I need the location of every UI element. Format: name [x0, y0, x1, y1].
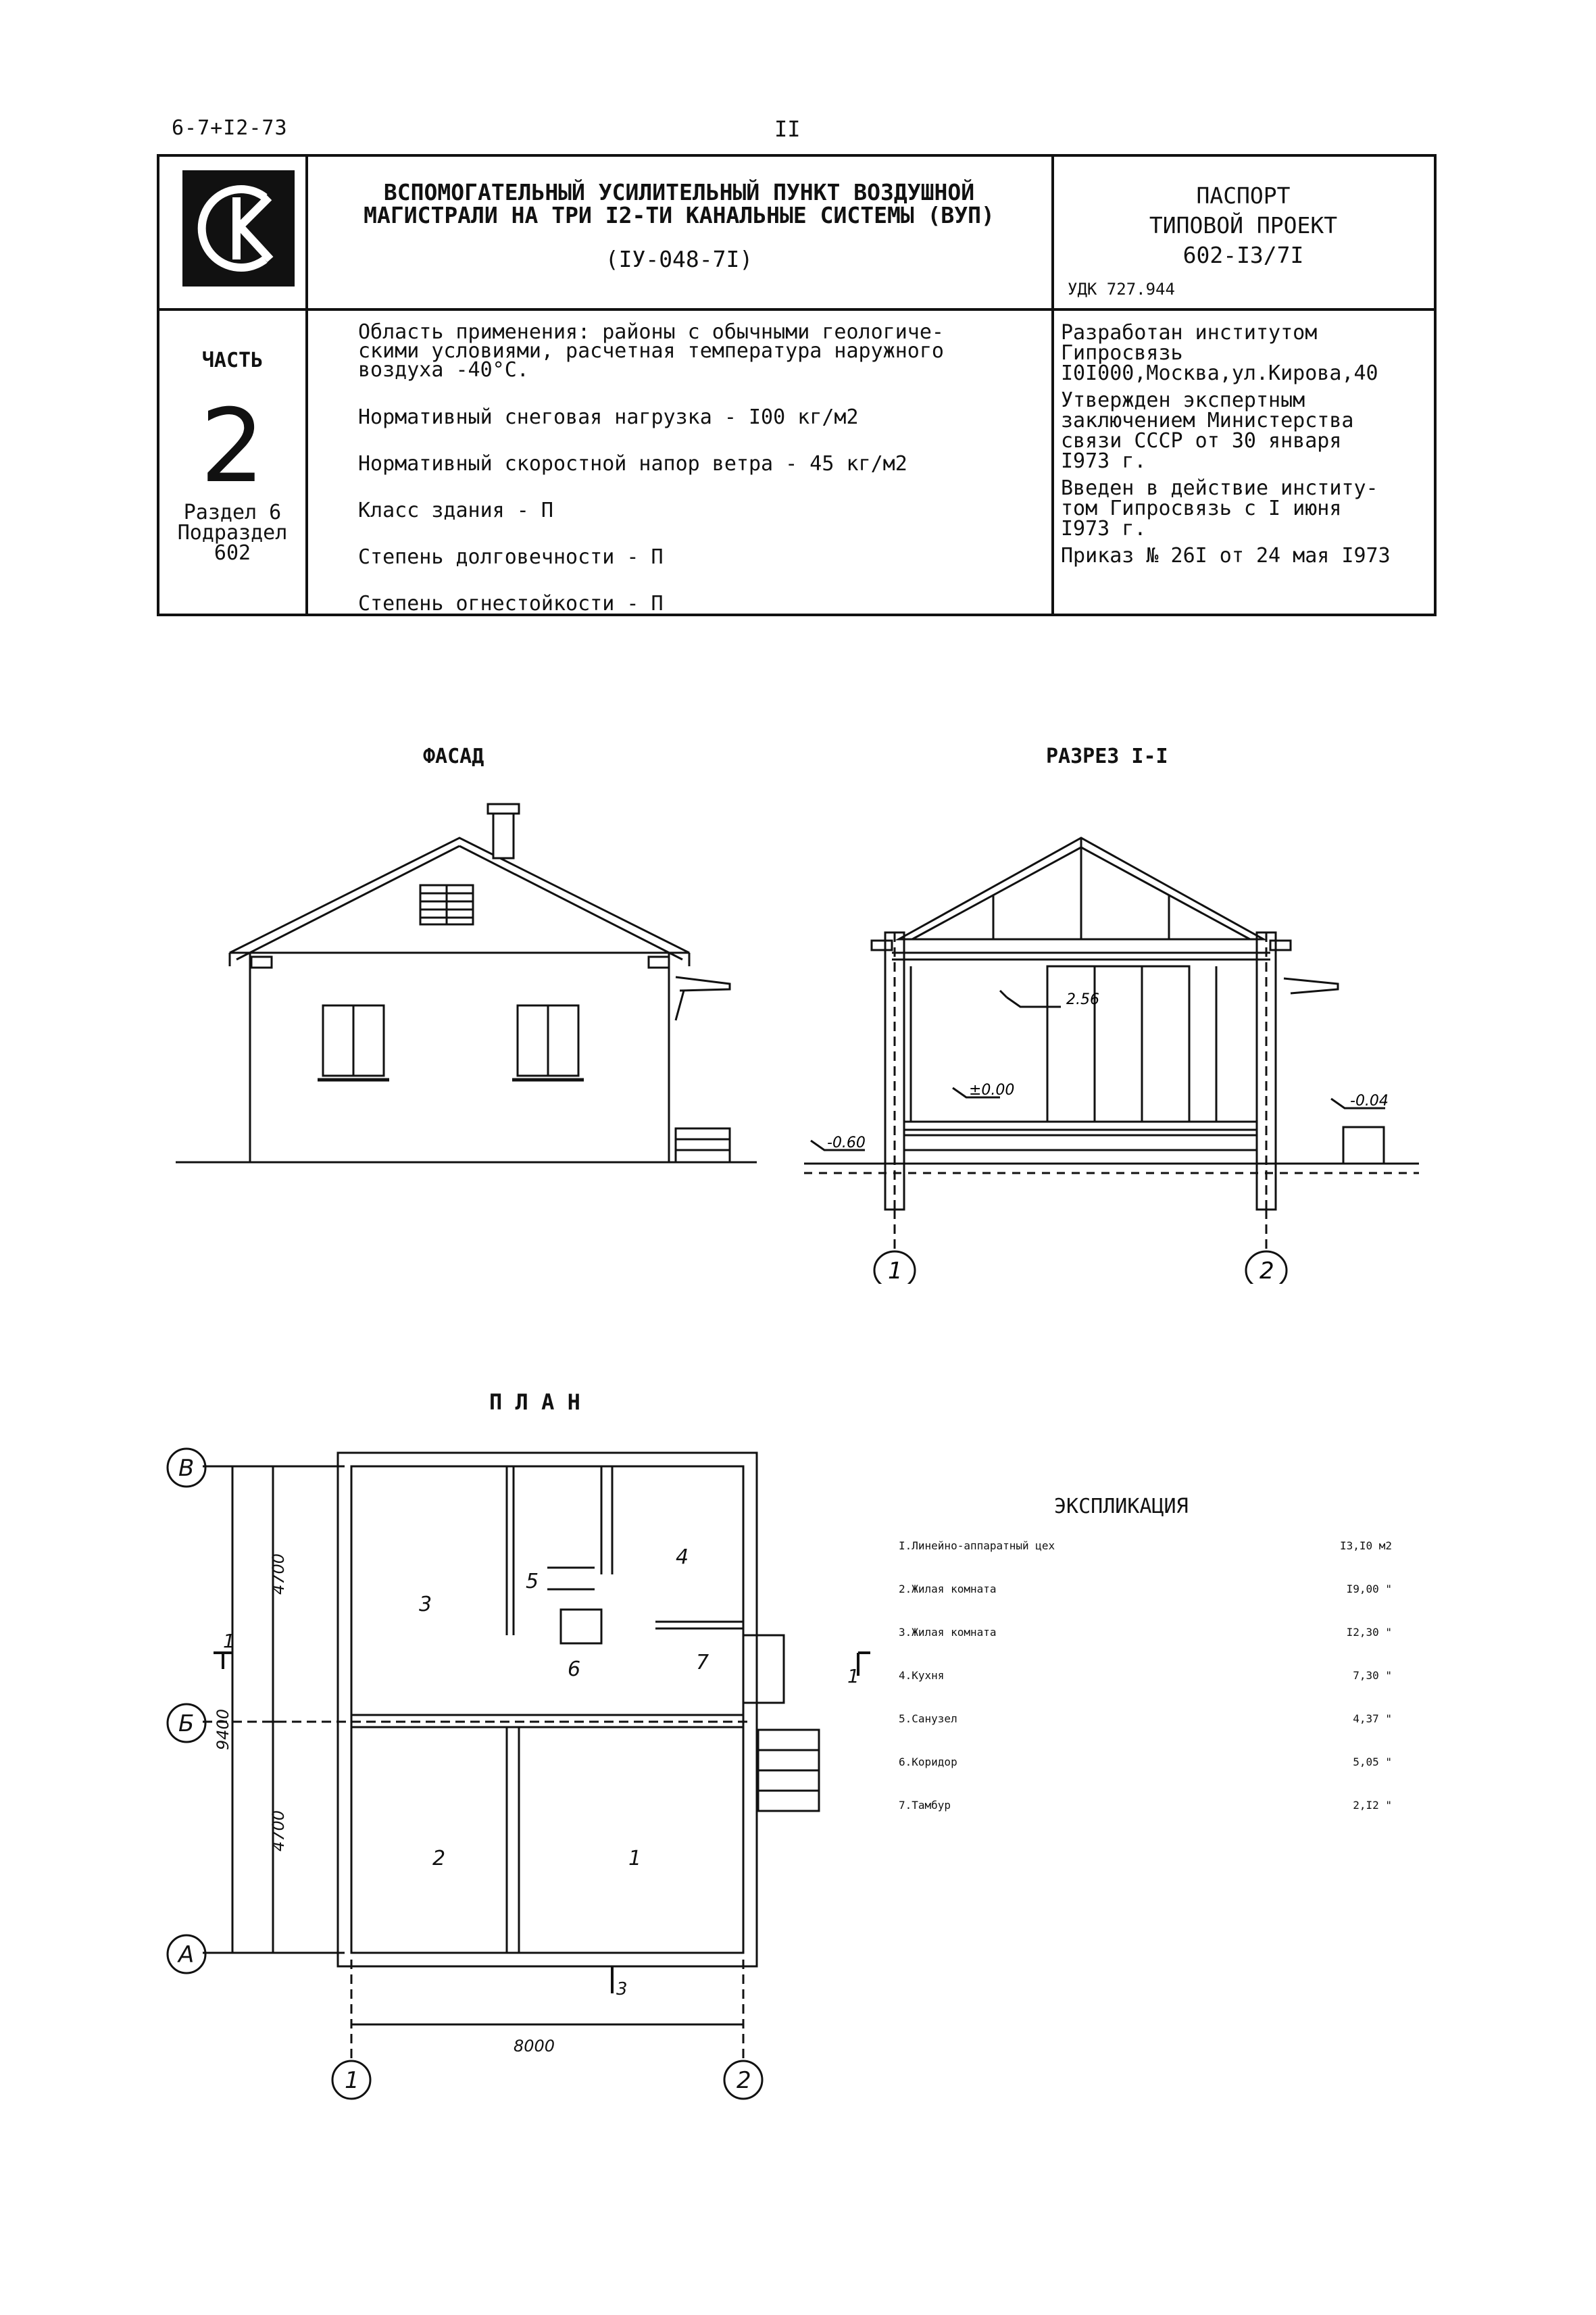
subsection-number: 602 [214, 541, 251, 565]
plan-axis-B: Б [178, 1710, 195, 1737]
explication-row [899, 1756, 1412, 1783]
plan-axis-V: В [178, 1455, 195, 1482]
section-info [159, 503, 305, 564]
plan-drawing [155, 1433, 872, 2115]
section-line: Раздел 6 [183, 501, 282, 524]
explication-row [899, 1799, 1412, 1826]
room-4-label: 4 [676, 1545, 689, 1569]
elev-256-label: 2.56 [1066, 991, 1099, 1008]
room-area: 7,30 " [1353, 1669, 1392, 1682]
approval-line: I973 г. [1061, 449, 1147, 473]
explication-row [899, 1626, 1412, 1653]
room-area: I9,00 " [1346, 1583, 1392, 1595]
plan-axis-2: 2 [737, 2067, 751, 2094]
udk-code: УДК 727.944 [1068, 280, 1175, 299]
room-area: 4,37 " [1353, 1712, 1392, 1725]
facade-title: ФАСАД [423, 745, 484, 768]
room-area: I3,I0 м2 [1339, 1539, 1392, 1552]
dim-4700-bottom: 4700 [269, 1810, 288, 1851]
part-label: ЧАСТЬ [201, 349, 264, 372]
durability-degree: Степень долговечности - П [358, 545, 664, 569]
room-2-label: 2 [432, 1847, 446, 1870]
room-area: I2,30 " [1346, 1626, 1392, 1639]
explication-row [899, 1712, 1412, 1739]
facade-drawing [176, 797, 770, 1176]
section-title: РАЗРЕЗ I-I [1046, 745, 1168, 768]
room-name: I.Линейно-аппаратный цех [899, 1539, 1055, 1552]
cut-label-right: 1 [847, 1665, 859, 1687]
passport-label: ПАСПОРТ [1196, 182, 1291, 209]
intro-line: Введен в действие институ- [1061, 476, 1378, 500]
room-area: 5,05 " [1353, 1756, 1392, 1768]
explication-title: ЭКСПЛИКАЦИЯ [1054, 1495, 1189, 1518]
passport-block [1054, 181, 1432, 270]
approval-info [1061, 391, 1439, 472]
elev-004-label: -0.04 [1350, 1093, 1389, 1110]
project-title [311, 181, 1047, 227]
typical-project-label: ТИПОВОЙ ПРОЕКТ [1149, 212, 1338, 239]
developer-line: Разработан институтом [1061, 321, 1318, 345]
subsection-label: Подраздел [177, 521, 288, 545]
elev-000-label: ±0.00 [969, 1082, 1015, 1099]
scope-line: воздуха -40°С. [358, 358, 529, 382]
approval-line: заключением Министерства [1061, 409, 1354, 432]
section-axis-2: 2 [1260, 1258, 1274, 1284]
wind-load: Нормативный скоростной напор ветра - 45 кг/м2 [358, 452, 907, 476]
page-number: II [774, 116, 801, 142]
room-name: 6.Коридор [899, 1756, 957, 1768]
approval-line: Утвержден экспертным [1061, 389, 1305, 412]
snow-load: Нормативный снеговая нагрузка - I00 кг/м2 [358, 405, 859, 429]
room-3-label: 3 [419, 1593, 432, 1616]
section-drawing [797, 797, 1432, 1284]
room-name: 3.Жилая комната [899, 1626, 997, 1639]
approval-line: связи СССР от 30 января [1061, 429, 1342, 453]
explication-row [899, 1669, 1412, 1696]
dim-8000: 8000 [514, 2037, 555, 2056]
room-name: 7.Тамбур [899, 1799, 951, 1812]
sk-logo-icon [182, 170, 295, 287]
typical-project-number: 602-I3/7I [1182, 242, 1304, 268]
project-title-line2: МАГИСТРАЛИ НА ТРИ I2-ТИ КАНАЛЬНЫЕ СИСТЕМЫ (ВУП) [364, 202, 995, 228]
room-6-label: 6 [568, 1658, 581, 1681]
project-code: (IУ-048-7I) [605, 246, 753, 272]
room-name: 2.Жилая комната [899, 1583, 997, 1595]
intro-line: том Гипросвязь с I июня [1061, 497, 1342, 520]
room-1-label: 1 [628, 1847, 642, 1870]
room-name: 4.Кухня [899, 1669, 945, 1682]
room-7-label: 7 [696, 1651, 709, 1674]
fire-resistance: Степень огнестойкости - П [358, 592, 664, 616]
intro-line: I973 г. [1061, 517, 1147, 541]
divider-header [157, 308, 1437, 311]
approval-block [1061, 323, 1439, 573]
plan-axis-A: А [178, 1941, 195, 1968]
scope-line: скими условиями, расчетная температура наружного [358, 339, 944, 363]
developer-info [1061, 323, 1439, 384]
scope-line: Область применения: районы с обычными геологиче- [358, 320, 944, 344]
divider-left [305, 154, 308, 616]
elev-060-label: -0.60 [827, 1135, 866, 1151]
part-number: 2 [200, 388, 265, 505]
section-axis-1: 1 [888, 1258, 903, 1284]
explication-row [899, 1539, 1412, 1566]
plan-title: П Л А Н [489, 1389, 580, 1415]
plan-axis-1: 1 [345, 2067, 359, 2094]
document-code: 6-7+I2-73 [172, 116, 288, 140]
order-info: Приказ № 26I от 24 мая I973 [1061, 544, 1391, 568]
room-name: 5.Санузел [899, 1712, 957, 1725]
explication-row [899, 1583, 1412, 1610]
developer-line: Гипросвязь [1061, 341, 1183, 365]
project-title-line1: ВСПОМОГАТЕЛЬНЫЙ УСИЛИТЕЛЬНЫЙ ПУНКТ ВОЗДУШНОЙ [383, 179, 975, 205]
developer-address: I0I000,Москва,ул.Кирова,40 [1061, 362, 1378, 385]
cut-label-3: 3 [616, 1979, 628, 1999]
specs-block [358, 320, 1007, 616]
dim-4700-top: 4700 [269, 1553, 288, 1595]
building-class: Класс здания - П [358, 499, 553, 522]
sk-logo [182, 170, 295, 287]
cut-label-left: 1 [223, 1630, 235, 1652]
dim-9400: 9400 [214, 1708, 232, 1750]
room-5-label: 5 [526, 1570, 539, 1593]
introduction-info [1061, 478, 1439, 539]
room-area: 2,I2 " [1353, 1799, 1392, 1812]
